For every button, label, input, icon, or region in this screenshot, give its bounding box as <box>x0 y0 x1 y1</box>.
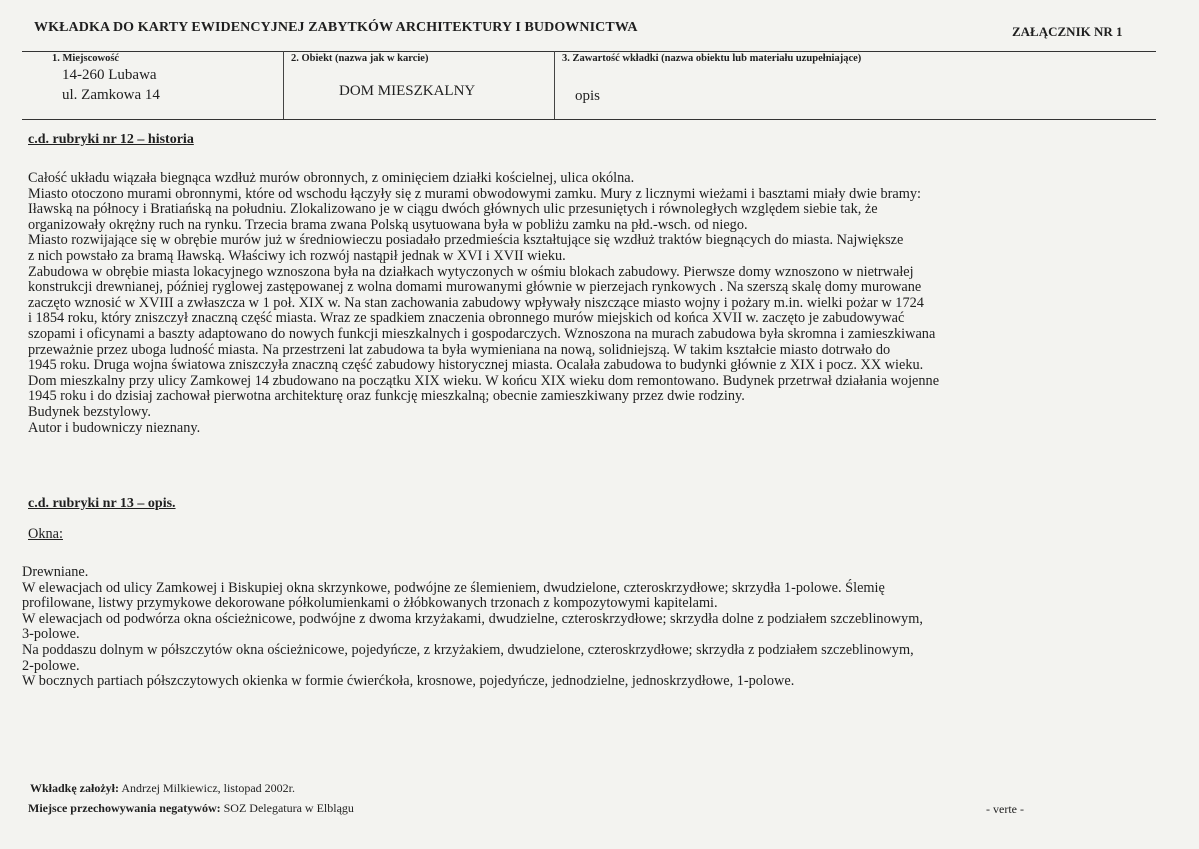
description-line: Drewniane. <box>22 564 89 580</box>
description-line: W elewacjach od ulicy Zamkowej i Biskupiej okna skrzynkowe, podwójne ze ślemieniem, dwudzielone, czteroskrzydłowe; skrzydła 1-polowe. Ślemię <box>22 579 885 596</box>
object-label: 2. Obiekt (nazwa jak w karcie) <box>291 53 429 64</box>
locality-label: 1. Miejscowość <box>52 53 120 64</box>
object-value: DOM MIESZKALNY <box>339 83 476 99</box>
storage-label: Miejsce przechowywania negatywów: <box>28 801 221 815</box>
history-line: konstrukcji drewnianej, później ryglowej zastępowanej z wolna domami murowanymi głównie w pierzejach rynkowych . Na szerszą skalę domy murowane <box>28 279 922 296</box>
description-line: 3-polowe. <box>22 626 80 643</box>
description-text <box>22 565 923 690</box>
author-row <box>30 781 295 796</box>
storage-value: SOZ Delegatura w Elblągu <box>223 801 354 815</box>
history-text <box>28 171 939 436</box>
storage-row <box>28 801 354 816</box>
section-history-heading: c.d. rubryki nr 12 – historia <box>28 132 194 147</box>
section-description-heading: c.d. rubryki nr 13 – opis. <box>28 496 176 511</box>
history-line: Budynek bezstylowy. <box>28 403 151 420</box>
locality-line-2: ul. Zamkowa 14 <box>62 87 160 103</box>
history-line: zaczęto wznosić w XVIII a zwłaszcza w 1 poł. XIX w. Na stan zachowania zabudowy wpływały niszczące miasto wojny i pożary m.in. wielki pożar w 1724 <box>28 294 924 311</box>
history-line: Iławską na północy i Bratiańską na południu. Zlokalizowano je w ciągu dwóch głównych ulic przesuniętych i równoległych względem siebie tak, że <box>28 201 878 218</box>
verte-note: - verte - <box>986 802 1024 816</box>
history-line: 1945 roku i do dzisiaj zachował pierwotna architekturę oraz funkcję mieszkalną; obecnie zamieszkiwany przez dwie rodziny. <box>28 388 745 405</box>
history-line: Miasto rozwijające się w obrębie murów już w średniowieczu posiadało przedmieścia kształtujące się wzdłuż traktów biegnących do miasta. Największe <box>28 232 904 249</box>
history-line: przeważnie przez uboga ludność miasta. Na przestrzeni lat zabudowa ta była wymieniana na nową, solidniejszą. W takim kształcie miasto dotrwało do <box>28 341 891 358</box>
annex-number: ZAŁĄCZNIK NR 1 <box>1012 24 1123 39</box>
history-line: Autor i budowniczy nieznany. <box>28 419 201 436</box>
content-value: opis <box>575 88 601 104</box>
header-divider-2 <box>554 51 555 119</box>
history-line: i 1854 roku, który zniszczył znaczną część miasta. Wraz ze spadkiem znaczenia obronnego murów miejskich od końca XVII w. zaczęto je zabudowywać <box>28 310 905 327</box>
description-line: profilowane, listwy przymykowe dekorowane półkolumienkami o żłóbkowanych trzonach z kompozytowymi kapitelami. <box>22 595 718 612</box>
history-line: Całość układu wiązała biegnąca wzdłuż murów obronnych, z ominięciem działki kościelnej, ulica okólna. <box>28 170 635 186</box>
author-label: Wkładkę założył: <box>30 781 119 795</box>
locality-line-1: 14-260 Lubawa <box>62 67 157 83</box>
description-line: W bocznych partiach półszczytowych okienka w formie ćwierćkoła, krosnowe, pojedyńcze, jednodzielne, jednoskrzydłowe, 1-polowe. <box>22 673 795 690</box>
history-line: Zabudowa w obrębie miasta lokacyjnego wznoszona była na działkach wytyczonych w ośmiu blokach zabudowy. Pierwsze domy wznoszono w nietrwałej <box>28 263 914 280</box>
history-line: organizowały okrężny ruch na rynku. Trzecia brama zwana Polską usytuowana była w pobliżu zamku na płd.-wsch. od niego. <box>28 216 748 233</box>
windows-subheading: Okna: <box>28 526 63 542</box>
header-divider-1 <box>283 51 284 119</box>
history-line: z nich powstało za bramą Iławską. Właściwy ich rozwój nastąpił jednak w XVI i XVII wieku. <box>28 247 566 264</box>
author-value: Andrzej Milkiewicz, listopad 2002r. <box>121 781 295 795</box>
history-line: szopami i oficynami a baszty adaptowano do nowych funkcji mieszkalnych i gospodarczych. Wznoszona na murach zabudowa była skromna i zamieszkiwana <box>28 325 936 342</box>
content-label: 3. Zawartość wkładki (nazwa obiektu lub materiału uzupełniające) <box>562 53 862 64</box>
description-line: Na poddaszu dolnym w półszczytów okna ościeżnicowe, pojedyńcze, z krzyżakiem, dwudzielone, czteroskrzydłowe; skrzydła z podziałem szczeblinowym, <box>22 641 914 658</box>
history-line: 1945 roku. Druga wojna światowa zniszczyła znaczną część zabudowy historycznej miasta. Ocalała zabudowa to budynki głównie z XIX i pocz. XX wieku. <box>28 357 924 374</box>
document-title: WKŁADKA DO KARTY EWIDENCYJNEJ ZABYTKÓW ARCHITEKTURY I BUDOWNICTWA <box>34 20 638 35</box>
description-line: 2-polowe. <box>22 657 80 674</box>
description-line: W elewacjach od podwórza okna ościeżnicowe, podwójne z dwoma krzyżakami, dwudzielne, czteroskrzydłowe; skrzydła dolne z podziałem szczeblinowym, <box>22 610 923 627</box>
history-line: Miasto otoczono murami obronnymi, które od wschodu łączyły się z murami obwodowymi zamku. Mury z licznymi wieżami i basztami miały dwie bramy: <box>28 185 921 202</box>
history-line: Dom mieszkalny przy ulicy Zamkowej 14 zbudowano na początku XIX wieku. W końcu XIX wieku dom remontowano. Budynek przetrwał działania wojenne <box>28 372 940 389</box>
